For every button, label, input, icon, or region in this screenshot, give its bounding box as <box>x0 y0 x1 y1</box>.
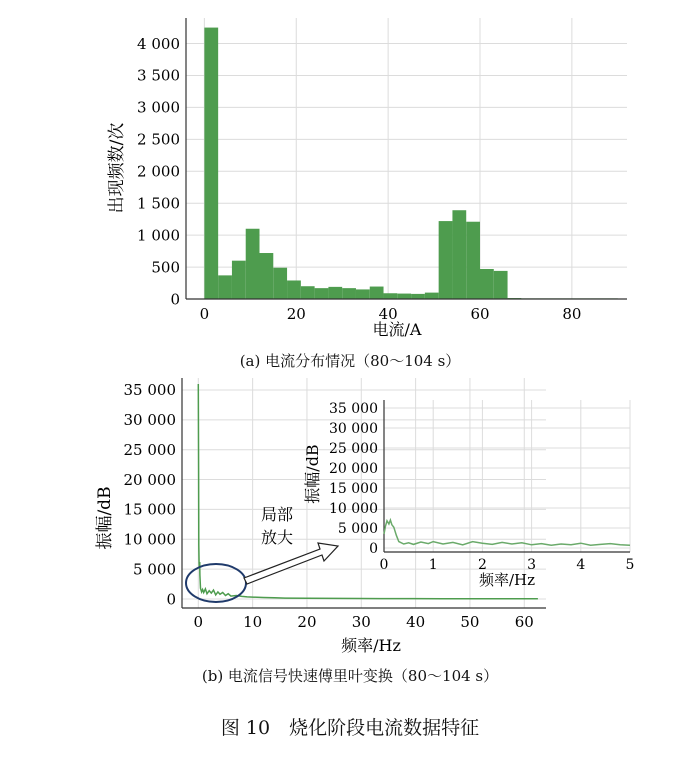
y-tick-label: 3 500 <box>137 66 180 85</box>
histogram-bar <box>342 288 356 299</box>
histogram-bar <box>480 269 494 299</box>
x-tick-label: 50 <box>460 613 480 631</box>
x-tick-label: 2 <box>477 557 487 573</box>
caption-b: (b) 电流信号快速傅里叶变换（80～104 s） <box>201 667 499 685</box>
histogram-bar <box>494 271 508 299</box>
inset-x-axis-label: 频率/Hz <box>478 571 536 589</box>
x-tick-label: 60 <box>470 305 490 323</box>
x-tick-label: 40 <box>378 305 398 323</box>
inset-grid-lines <box>384 400 630 552</box>
inset-tick-labels <box>329 401 634 573</box>
y-tick-label: 500 <box>151 258 180 277</box>
y-tick-label: 35 000 <box>123 381 176 400</box>
histogram-bar <box>328 287 342 299</box>
histogram-bar <box>370 287 384 299</box>
x-tick-label: 60 <box>514 613 534 631</box>
tick-labels <box>137 35 581 323</box>
y-axis-label: 出现频数/次 <box>107 122 127 214</box>
y-tick-label: 10 000 <box>329 500 378 517</box>
x-tick-label: 5 <box>625 557 635 573</box>
y-tick-label: 1 500 <box>137 194 180 213</box>
y-tick-label: 10 000 <box>123 530 176 549</box>
inset-y-axis-label: 振幅/dB <box>303 444 322 504</box>
y-tick-label: 15 000 <box>329 480 378 497</box>
x-tick-label: 0 <box>379 557 389 573</box>
histogram-bar <box>301 286 315 299</box>
y-tick-label: 20 000 <box>329 460 378 477</box>
figure-title: 图 10 烧化阶段电流数据特征 <box>220 717 480 739</box>
x-axis-label: 频率/Hz <box>341 636 401 655</box>
y-tick-label: 25 000 <box>123 440 176 459</box>
y-tick-label: 5 000 <box>337 520 378 537</box>
histogram-bar <box>218 275 232 299</box>
inset-series-line <box>384 520 630 545</box>
y-tick-label: 4 000 <box>137 34 180 53</box>
inset-axes <box>384 400 630 552</box>
y-tick-label: 2 500 <box>137 130 180 149</box>
y-tick-label: 0 <box>170 290 180 309</box>
histogram-bar <box>425 293 439 299</box>
y-tick-label: 3 000 <box>137 98 180 117</box>
histogram-bar <box>315 288 329 299</box>
annotation-label-line2: 放大 <box>260 528 294 547</box>
x-tick-label: 0 <box>199 305 210 323</box>
histogram-bar <box>356 289 370 299</box>
histogram-bar <box>439 221 453 299</box>
x-tick-label: 0 <box>193 613 204 631</box>
y-tick-label: 30 000 <box>329 420 378 437</box>
x-tick-label: 4 <box>576 557 586 573</box>
y-tick-label: 1 000 <box>137 226 180 245</box>
annotation-label-line1: 局部 <box>260 505 294 524</box>
y-tick-label: 25 000 <box>329 440 378 457</box>
y-tick-label: 5 000 <box>133 560 176 579</box>
histogram-bar <box>287 280 301 299</box>
histogram-bar <box>466 222 480 299</box>
x-tick-label: 3 <box>527 557 537 573</box>
histogram-bar <box>411 294 425 299</box>
histogram-bars <box>204 28 617 299</box>
y-tick-label: 15 000 <box>123 500 176 519</box>
y-axis-label: 振幅/dB <box>95 486 115 550</box>
y-tick-label: 0 <box>369 540 378 557</box>
caption-a: (a) 电流分布情况（80～104 s） <box>239 352 461 370</box>
y-tick-label: 20 000 <box>123 470 176 489</box>
histogram-bar <box>384 293 398 299</box>
x-tick-label: 10 <box>243 613 263 631</box>
x-tick-label: 20 <box>286 305 306 323</box>
y-tick-label: 35 000 <box>329 400 378 417</box>
x-tick-label: 80 <box>562 305 582 323</box>
y-tick-label: 2 000 <box>137 162 180 181</box>
histogram-bar <box>246 229 260 299</box>
histogram-bar <box>260 253 274 299</box>
x-tick-label: 20 <box>297 613 317 631</box>
x-tick-label: 40 <box>406 613 426 631</box>
histogram-bar <box>232 261 246 299</box>
zoom-inset-chart <box>303 400 634 589</box>
fft-chart <box>0 370 700 670</box>
x-tick-label: 30 <box>351 613 371 631</box>
current-distribution-chart <box>0 0 700 345</box>
histogram-bar <box>273 268 287 299</box>
histogram-bar <box>204 28 218 299</box>
histogram-bar <box>452 210 466 299</box>
zoom-arrow-icon <box>244 543 338 584</box>
y-tick-label: 30 000 <box>123 411 176 430</box>
y-tick-label: 0 <box>166 590 176 609</box>
zoom-region-ellipse <box>186 564 246 602</box>
x-tick-label: 1 <box>428 557 438 573</box>
x-axis-label: 电流/A <box>372 320 422 339</box>
histogram-bar <box>397 294 411 299</box>
